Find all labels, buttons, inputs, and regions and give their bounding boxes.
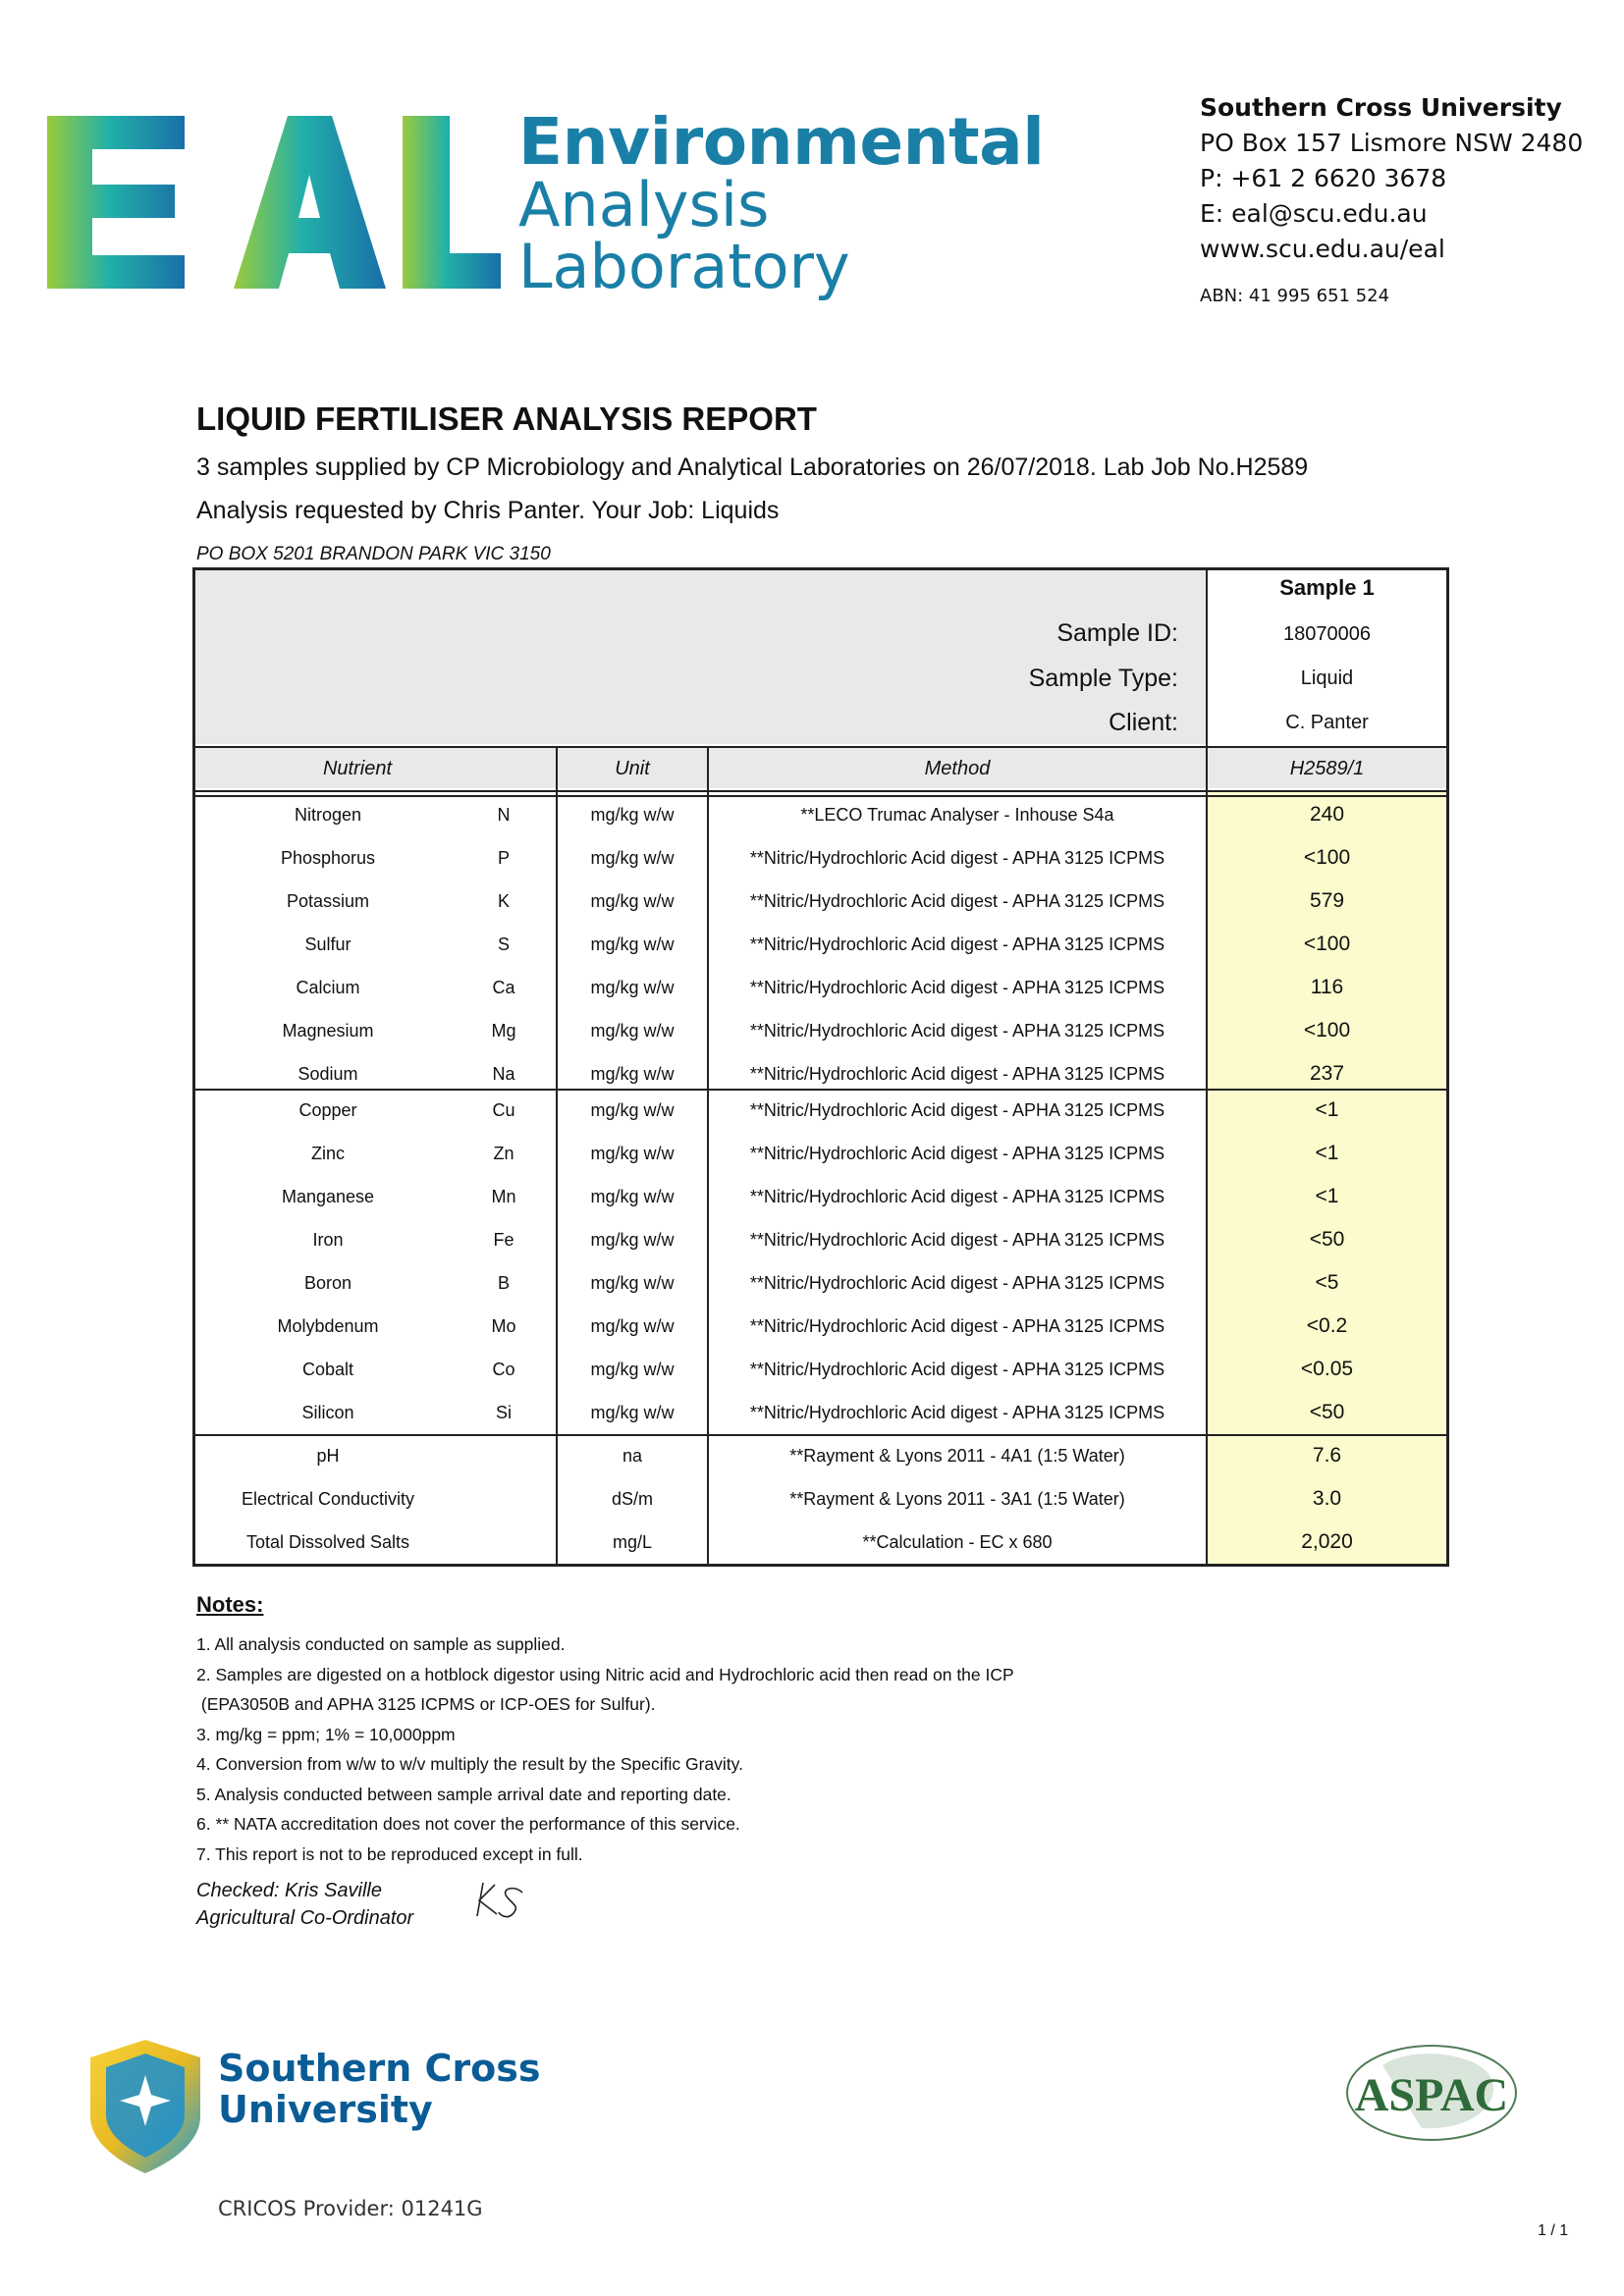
col-method: Method [924, 758, 991, 779]
note-item: 1. All analysis conducted on sample as supplied. [196, 1634, 566, 1654]
result-cell: <1 [1315, 1142, 1339, 1164]
nutrient-symbol: Mn [491, 1187, 516, 1206]
nutrient-symbol: S [497, 934, 510, 954]
method-cell: **Nitric/Hydrochloric Acid digest - APHA 3125 ICPMS [749, 1100, 1165, 1120]
result-cell: <50 [1309, 1228, 1345, 1251]
col-lab-code: H2589/1 [1289, 758, 1365, 779]
sample-id-value: 18070006 [1283, 623, 1371, 645]
checked-by: Checked: Kris Saville [196, 1880, 382, 1901]
notes-heading: Notes: [196, 1592, 264, 1617]
method-cell: **Nitric/Hydrochloric Acid digest - APHA 3125 ICPMS [749, 1360, 1165, 1379]
report-supply-line: 3 samples supplied by CP Microbiology and Analytical Laboratories on 26/07/2018. Lab Job No.H2589 [196, 454, 1309, 481]
checker-role: Agricultural Co-Ordinator [196, 1907, 414, 1929]
table-row [195, 1348, 1446, 1391]
contact-email[interactable]: E: eal@scu.edu.au [1200, 199, 1428, 228]
table-row [195, 923, 1446, 966]
brand-line-analysis: Analysis [518, 169, 770, 240]
col-unit: Unit [615, 758, 650, 779]
unit-cell: mg/kg w/w [590, 1187, 675, 1206]
nutrient-name: Manganese [281, 1187, 375, 1206]
result-cell: 237 [1309, 1062, 1345, 1085]
label-sample-id: Sample ID: [1056, 619, 1178, 647]
nutrient-symbol: Ca [492, 978, 515, 997]
unit-cell: mg/kg w/w [590, 1360, 675, 1379]
unit-cell: mg/kg w/w [590, 1316, 675, 1336]
unit-cell: mg/kg w/w [590, 1144, 675, 1163]
label-sample-type: Sample Type: [1028, 665, 1178, 692]
scu-line2: University [218, 2088, 433, 2131]
scu-wordmark [218, 2048, 541, 2130]
note-item: 4. Conversion from w/w to w/v multiply the result by the Specific Gravity. [196, 1754, 743, 1774]
nutrient-name: Calcium [296, 978, 360, 997]
unit-cell: mg/kg w/w [590, 848, 675, 868]
result-cell: <100 [1303, 846, 1351, 869]
method-cell: **Nitric/Hydrochloric Acid digest - APHA 3125 ICPMS [749, 1064, 1165, 1084]
method-cell: **Nitric/Hydrochloric Acid digest - APHA 3125 ICPMS [749, 1187, 1165, 1206]
scu-line1: Southern Cross [218, 2047, 541, 2090]
nutrient-name: pH [316, 1446, 340, 1466]
table-row [195, 1175, 1446, 1218]
eal-logo [47, 116, 501, 289]
signoff-block [196, 1877, 413, 1932]
nutrient-name: Sodium [298, 1064, 358, 1084]
unit-cell: mg/L [612, 1532, 653, 1552]
method-cell: **Nitric/Hydrochloric Acid digest - APHA 3125 ICPMS [749, 934, 1165, 954]
table-row [195, 1009, 1446, 1052]
method-cell: **Nitric/Hydrochloric Acid digest - APHA 3125 ICPMS [749, 1403, 1165, 1422]
note-item: 7. This report is not to be reproduced except in full. [196, 1843, 583, 1864]
method-cell: **Rayment & Lyons 2011 - 3A1 (1:5 Water) [789, 1489, 1125, 1509]
nutrient-name: Silicon [301, 1403, 354, 1422]
result-cell: <5 [1315, 1271, 1339, 1294]
aspac-text: ASPAC [1354, 2069, 1509, 2121]
nutrient-name: Phosphorus [280, 848, 376, 868]
unit-cell: mg/kg w/w [590, 1403, 675, 1422]
unit-cell: mg/kg w/w [590, 891, 675, 911]
nutrient-symbol: K [497, 891, 510, 911]
method-cell: **Nitric/Hydrochloric Acid digest - APHA 3125 ICPMS [749, 1230, 1165, 1250]
method-cell: **LECO Trumac Analyser - Inhouse S4a [800, 805, 1114, 825]
nutrient-symbol: Co [492, 1360, 515, 1379]
note-item: 6. ** NATA accreditation does not cover the performance of this service. [196, 1814, 740, 1834]
report-request-line: Analysis requested by Chris Panter. Your Job: Liquids [196, 497, 780, 524]
unit-cell: mg/kg w/w [590, 1273, 675, 1293]
result-cell: 7.6 [1312, 1444, 1342, 1467]
nutrient-symbol: B [497, 1273, 510, 1293]
method-cell: **Calculation - EC x 680 [862, 1532, 1053, 1552]
result-cell: 3.0 [1312, 1487, 1342, 1510]
contact-abn: ABN: 41 995 651 524 [1200, 286, 1390, 306]
method-cell: **Nitric/Hydrochloric Acid digest - APHA 3125 ICPMS [749, 848, 1165, 868]
nutrient-name: Potassium [286, 891, 370, 911]
unit-cell: mg/kg w/w [590, 934, 675, 954]
report-title: LIQUID FERTILISER ANALYSIS REPORT [196, 400, 817, 437]
client-value: C. Panter [1285, 712, 1369, 733]
nutrient-symbol: Mo [491, 1316, 516, 1336]
table-row [195, 1391, 1446, 1434]
method-cell: **Rayment & Lyons 2011 - 4A1 (1:5 Water) [789, 1446, 1125, 1466]
nutrient-symbol: P [497, 848, 510, 868]
unit-cell: mg/kg w/w [590, 1064, 675, 1084]
result-cell: <50 [1309, 1401, 1345, 1423]
unit-cell: dS/m [611, 1489, 653, 1509]
result-cell: <1 [1315, 1098, 1339, 1121]
nutrient-name: Iron [312, 1230, 344, 1250]
result-cell: <0.05 [1300, 1358, 1354, 1380]
brand-line-laboratory: Laboratory [518, 231, 850, 302]
note-item: 3. mg/kg = ppm; 1% = 10,000ppm [196, 1724, 456, 1744]
result-cell: <0.2 [1306, 1314, 1348, 1337]
result-cell: <100 [1303, 933, 1351, 955]
contact-po-box: PO Box 157 Lismore NSW 2480 [1200, 129, 1584, 157]
method-cell: **Nitric/Hydrochloric Acid digest - APHA 3125 ICPMS [749, 891, 1165, 911]
note-item: (EPA3050B and APHA 3125 ICPMS or ICP-OES for Sulfur). [196, 1694, 656, 1714]
cricos-provider: CRICOS Provider: 01241G [218, 2197, 483, 2220]
unit-cell: na [622, 1446, 643, 1466]
sample-header: Sample 1 [1279, 575, 1375, 600]
result-cell: <1 [1315, 1185, 1339, 1207]
contact-phone: P: +61 2 6620 3678 [1200, 164, 1447, 192]
nutrient-symbol: Cu [492, 1100, 515, 1120]
result-cell: 2,020 [1301, 1530, 1353, 1553]
nutrient-name: Magnesium [282, 1021, 374, 1041]
method-cell: **Nitric/Hydrochloric Acid digest - APHA 3125 ICPMS [749, 1273, 1165, 1293]
sample-type-value: Liquid [1300, 667, 1354, 689]
contact-web[interactable]: www.scu.edu.au/eal [1200, 235, 1445, 263]
nutrient-name: Molybdenum [277, 1316, 379, 1336]
nutrient-name: Copper [298, 1100, 357, 1120]
nutrient-name: Boron [303, 1273, 352, 1293]
table-row [195, 966, 1446, 1009]
table-row [195, 793, 1446, 836]
notes-list [196, 1629, 1014, 1869]
table-row [195, 1218, 1446, 1261]
nutrient-name: Electrical Conductivity [241, 1489, 415, 1509]
brand-line-environmental: Environmental [518, 104, 1045, 180]
report-address: PO BOX 5201 BRANDON PARK VIC 3150 [196, 544, 551, 564]
label-client: Client: [1109, 709, 1178, 736]
table-row [195, 1305, 1446, 1348]
method-cell: **Nitric/Hydrochloric Acid digest - APHA 3125 ICPMS [749, 1316, 1165, 1336]
nutrient-name: Zinc [310, 1144, 345, 1163]
nutrient-symbol: Zn [493, 1144, 514, 1163]
table-row [195, 836, 1446, 880]
note-item: 2. Samples are digested on a hotblock digestor using Nitric acid and Hydrochloric acid then read on the ICP [196, 1664, 1014, 1684]
page-number: 1 / 1 [1538, 2222, 1569, 2239]
aspac-logo [1343, 2042, 1520, 2144]
unit-cell: mg/kg w/w [590, 978, 675, 997]
unit-cell: mg/kg w/w [590, 805, 675, 825]
nutrient-symbol: Fe [493, 1230, 514, 1250]
table-row [195, 1477, 1446, 1521]
unit-cell: mg/kg w/w [590, 1100, 675, 1120]
table-row [195, 1434, 1446, 1477]
table-row [195, 880, 1446, 923]
nutrient-symbol: N [497, 805, 511, 825]
note-item: 5. Analysis conducted between sample arrival date and reporting date. [196, 1784, 731, 1804]
result-cell: 116 [1310, 976, 1344, 998]
method-cell: **Nitric/Hydrochloric Acid digest - APHA 3125 ICPMS [749, 978, 1165, 997]
nutrient-name: Cobalt [301, 1360, 354, 1379]
table-row [195, 1521, 1446, 1564]
method-cell: **Nitric/Hydrochloric Acid digest - APHA 3125 ICPMS [749, 1144, 1165, 1163]
result-cell: 579 [1309, 889, 1345, 912]
nutrient-name: Sulfur [304, 934, 352, 954]
result-cell: <100 [1303, 1019, 1351, 1041]
unit-cell: mg/kg w/w [590, 1021, 675, 1041]
nutrient-symbol: Si [495, 1403, 512, 1422]
method-cell: **Nitric/Hydrochloric Acid digest - APHA 3125 ICPMS [749, 1021, 1165, 1041]
contact-block [1200, 90, 1583, 314]
signature-icon [469, 1877, 528, 1922]
table-row [195, 1089, 1446, 1132]
scu-shield-icon [90, 2040, 200, 2173]
col-nutrient: Nutrient [322, 758, 393, 779]
nutrient-name: Nitrogen [294, 805, 362, 825]
nutrient-name: Total Dissolved Salts [245, 1532, 410, 1552]
table-row [195, 1261, 1446, 1305]
result-cell: 240 [1309, 803, 1345, 826]
unit-cell: mg/kg w/w [590, 1230, 675, 1250]
nutrient-symbol: Na [492, 1064, 515, 1084]
contact-org: Southern Cross University [1200, 93, 1562, 122]
table-row [195, 1132, 1446, 1175]
nutrient-symbol: Mg [491, 1021, 516, 1041]
